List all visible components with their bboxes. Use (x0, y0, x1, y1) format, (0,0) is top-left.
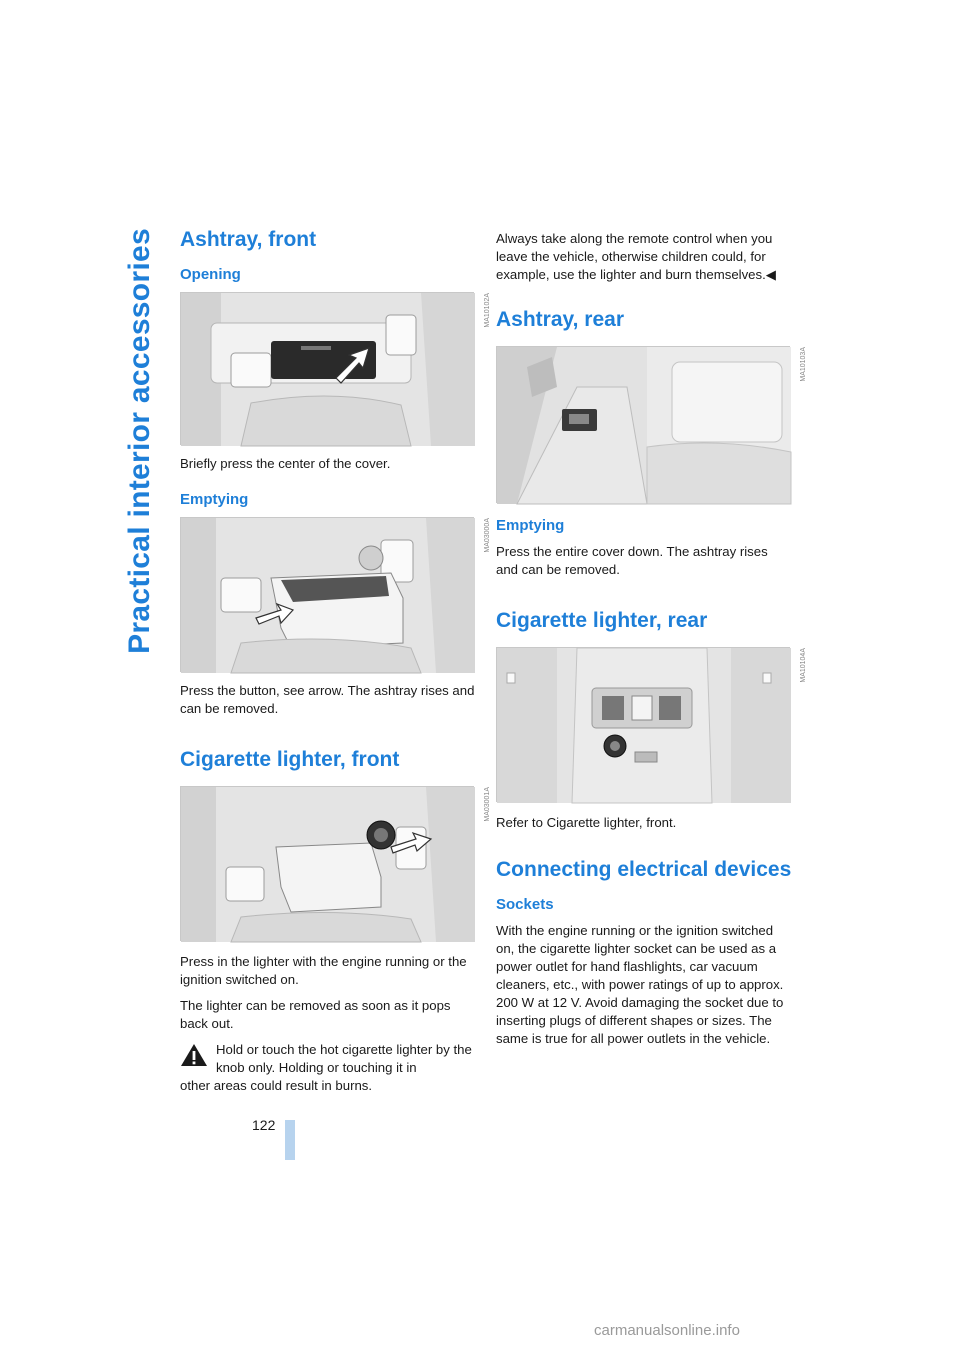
heading-ashtray-rear: Ashtray, rear (496, 308, 625, 331)
figure-code: MA03000A (484, 518, 491, 553)
figure-code: MA03001A (484, 787, 491, 822)
figure-code: MA10102A (484, 293, 491, 328)
heading-sockets: Sockets (496, 896, 554, 914)
left-column (180, 228, 491, 1095)
figure-ashtray-opening (180, 292, 491, 445)
heading-lighter-front: Cigarette lighter, front (180, 748, 400, 772)
figure-code: MA10103A (800, 347, 807, 382)
watermark: carmanualsonline.info (594, 1322, 740, 1339)
opening-text: Briefly press the center of the cover. (180, 456, 391, 472)
sockets-text: With the engine running or the ignition switched on, the cigarette lighter socket can be used as a power outlet for hand flashlights, car vacuum cleaners, etc., with power ratings of up to approx. 200 W at 12 V. Avoid damaging the socket due to inserting plugs of different shapes or sizes. The same is true for all power outlets in the vehicle. (496, 923, 784, 1047)
warning-text-2: other areas could result in burns. (180, 1078, 373, 1094)
lighter-text-1: Press in the lighter with the engine running or the ignition switched on. (180, 954, 467, 988)
remote-control-text: Always take along the remote control when you leave the vehicle, otherwise children could, for example, use the lighter and burn themselves.◀ (496, 231, 776, 282)
figure-lighter-front (180, 786, 491, 941)
page-marker-bar (285, 1120, 295, 1160)
section-title-vertical: Practical interior accessories (123, 228, 156, 654)
figure-ashtray-emptying (180, 517, 491, 672)
figure-ashtray-rear (496, 346, 807, 503)
warning-text-1: Hold or touch the hot cigarette lighter by the knob only. Holding or touching it in (216, 1042, 472, 1076)
lighter-text-2: The lighter can be removed as soon as it pops back out. (180, 998, 451, 1032)
heading-lighter-rear: Cigarette lighter, rear (496, 609, 708, 633)
heading-connecting-devices: Connecting electrical devices (496, 858, 792, 882)
page-number: 122 (252, 1117, 276, 1133)
figure-lighter-rear (496, 647, 807, 802)
emptying-rear-text: Press the entire cover down. The ashtray rises and can be removed. (496, 544, 768, 578)
warning-icon (180, 1043, 208, 1067)
heading-emptying-rear: Emptying (496, 517, 565, 535)
right-column (496, 230, 807, 1056)
warning-note (180, 1041, 476, 1095)
heading-opening: Opening (180, 266, 241, 284)
emptying-text: Press the button, see arrow. The ashtray rises and can be removed. (180, 683, 475, 717)
figure-code: MA10104A (800, 648, 807, 683)
lighter-rear-text: Refer to Cigarette lighter, front. (496, 815, 677, 831)
heading-ashtray-front: Ashtray, front (180, 228, 317, 251)
heading-emptying: Emptying (180, 491, 249, 509)
